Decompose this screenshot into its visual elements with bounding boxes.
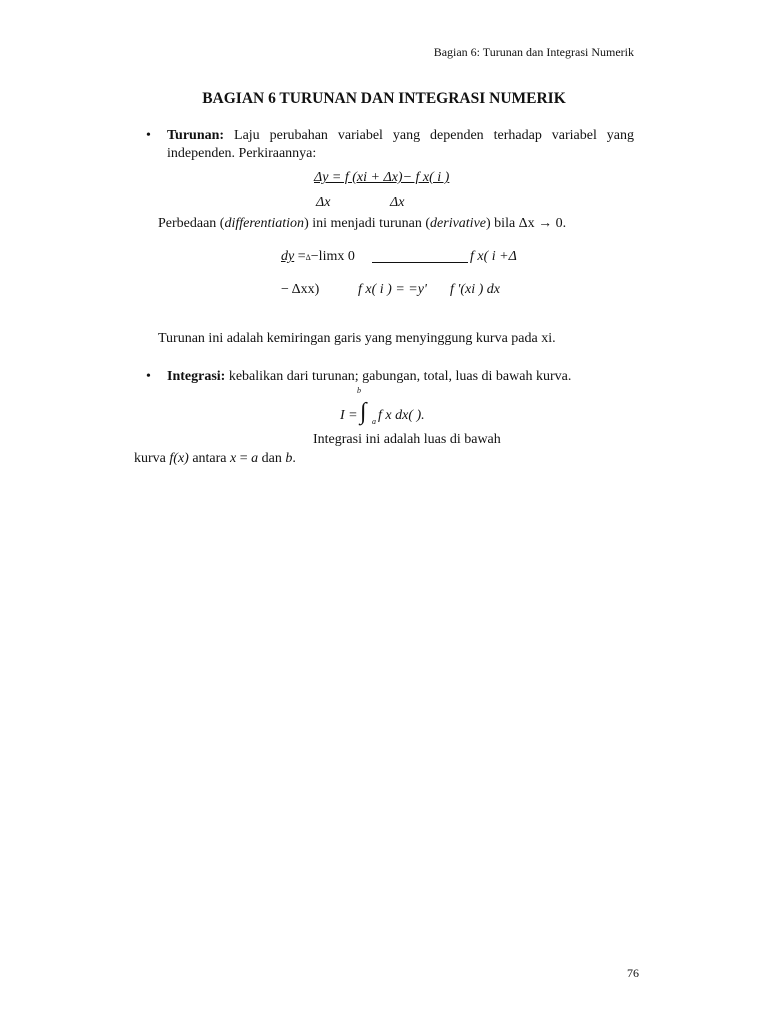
line2-a: a [251, 451, 259, 466]
turunan-closing: Turunan ini adalah kemiringan garis yang menyinggung kurva pada xi. [158, 331, 556, 346]
line2-b: b [285, 451, 293, 466]
line2-eq: = [236, 451, 252, 466]
eq2-fraction-bar [372, 262, 468, 263]
eq2-dy: dy [281, 249, 295, 264]
eq1-denominator-right: Δx [390, 195, 405, 210]
turunan-line2: independen. Perkiraannya: [167, 146, 317, 161]
eq2-lim: −limx 0 [310, 249, 355, 264]
eq2-equals: = [297, 249, 306, 264]
integrasi-explanation-line1: Integrasi ini adalah luas di bawah [313, 432, 501, 447]
diff-term1: differentiation [224, 216, 305, 231]
equation-limit [281, 249, 355, 265]
equation-difference-quotient [314, 170, 449, 186]
eq2-delta-small: Δ [305, 253, 311, 262]
integral-sign-icon: ∫ [360, 399, 367, 425]
eq1-numerator: Δy = f (xi + Δx)− f x( i ) [314, 170, 450, 185]
line2-pre: kurva [134, 451, 170, 466]
eq2-numerator: f x( i +Δ [470, 249, 517, 264]
integral-lhs: I = [340, 408, 358, 423]
diff-mid: ) ini menjadi turunan ( [304, 216, 431, 231]
integral-integrand: f x dx( ). [378, 408, 425, 423]
integrasi-label: Integrasi: [167, 369, 226, 384]
line2-x: x [230, 451, 237, 466]
turunan-label: Turunan: [167, 128, 225, 143]
turunan-line1 [167, 128, 634, 144]
integrasi-definition: kebalikan dari turunan; gabungan, total, luas di bawah kurva. [225, 369, 572, 384]
integrasi-explanation-line2 [134, 451, 296, 467]
eq3-part-c: f '(xi ) dx [450, 282, 501, 297]
diff-term2: derivative [430, 216, 487, 231]
eq1-denominator-left: Δx [316, 195, 331, 210]
diff-pre: Perbedaan ( [158, 216, 225, 231]
page-title: BAGIAN 6 TURUNAN DAN INTEGRASI NUMERIK [202, 90, 566, 107]
eq3-part-b: f x( i ) = =y' [358, 282, 427, 297]
turunan-definition: Laju perubahan variabel yang dependen terhadap variabel yang [224, 128, 634, 143]
differentiation-sentence [158, 216, 566, 232]
line2-mid: antara [188, 451, 231, 466]
line2-end: . [292, 451, 296, 466]
page-number: 76 [627, 966, 639, 980]
line2-fx: f(x) [169, 451, 189, 466]
integrasi-line [167, 369, 571, 385]
integral-upper-limit: b [357, 386, 361, 395]
eq3-part-a: − Δxx) [281, 282, 320, 297]
integral-lower-limit: a [372, 417, 376, 426]
line2-dan: dan [258, 451, 286, 466]
running-header: Bagian 6: Turunan dan Integrasi Numerik [433, 45, 634, 59]
bullet-turunan: • [146, 128, 151, 143]
bullet-integrasi: • [146, 369, 151, 384]
diff-post: ) bila Δx → 0. [486, 216, 567, 231]
